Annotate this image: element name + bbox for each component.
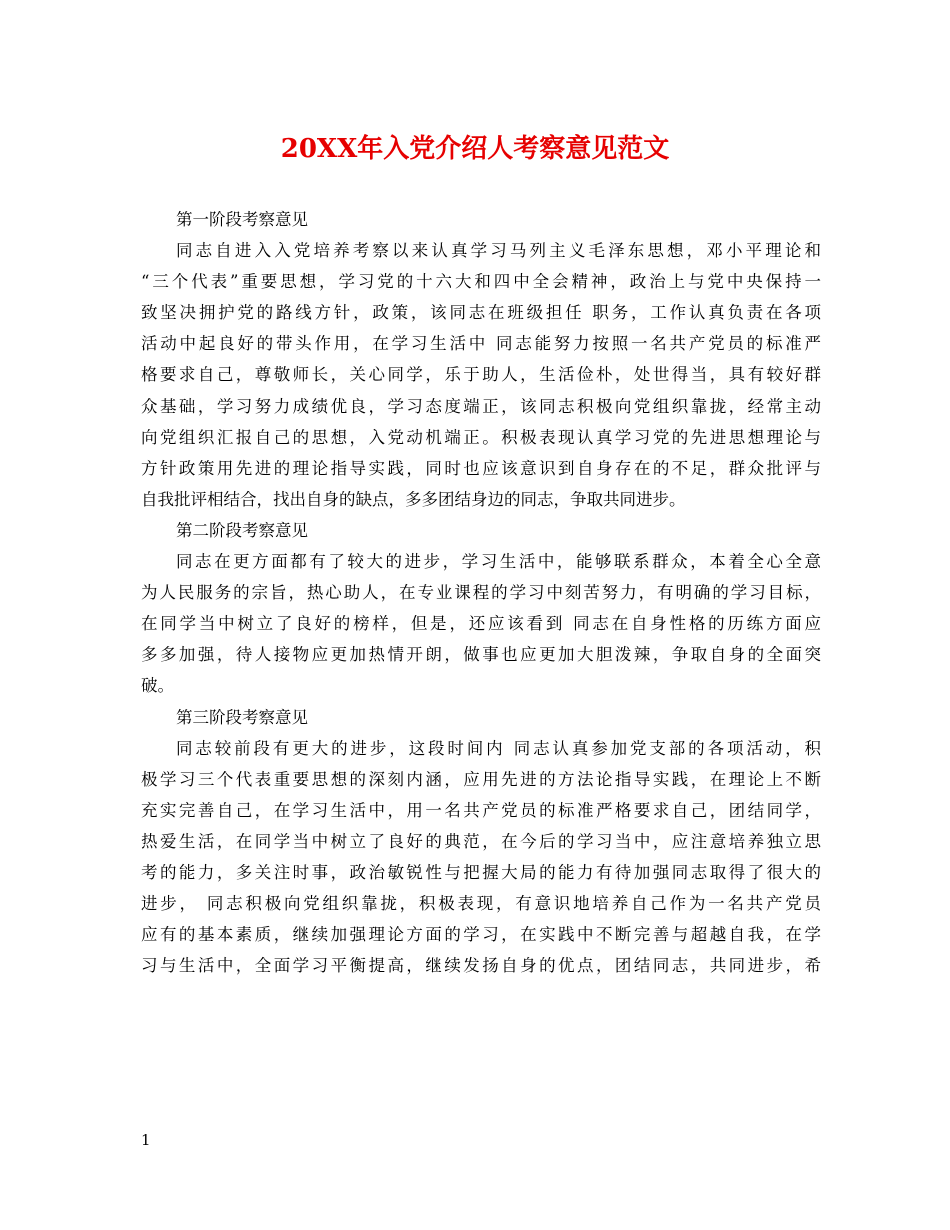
text-line: 应有的基本素质，继续加强理论方面的学习，在实践中不断完善与超越自我，在学 <box>141 925 821 945</box>
text-line: “三个代表”重要思想，学习党的十六大和四中全会精神，政治上与党中央保持一 <box>141 272 821 292</box>
text-line: 习与生活中，全面学习平衡提高，继续发扬自身的优点，团结同志，共同进步，希 <box>141 956 821 976</box>
text-line: 极学习三个代表重要思想的深刻内涵，应用先进的方法论指导实践，在理论上不断 <box>141 769 821 789</box>
text-line: 自我批评相结合，找出自身的缺点，多多团结身边的同志，争取共同进步。 <box>141 489 686 509</box>
text-line: 众基础，学习努力成绩优良，学习态度端正，该同志积极向党组织靠拢，经常主动 <box>141 396 821 416</box>
text-line: 破。 <box>141 676 174 696</box>
text-line: 活动中起良好的带头作用，在学习生活中 同志能努力按照一名共产党员的标准严 <box>141 334 821 354</box>
text-line: 第二阶段考察意见 <box>176 520 308 540</box>
text-line: 充实完善自己，在学习生活中，用一名共产党员的标准严格要求自己，团结同学， <box>141 800 821 820</box>
document-body <box>141 204 821 981</box>
text-line: 方针政策用先进的理论指导实践，同时也应该意识到自身存在的不足，群众批评与 <box>141 458 821 478</box>
text-line: 考的能力，多关注时事，政治敏锐性与把握大局的能力有待加强同志取得了很大的 <box>141 862 821 882</box>
text-line: 格要求自己，尊敬师长，关心同学，乐于助人，生活俭朴，处世得当，具有较好群 <box>141 365 821 385</box>
text-line: 第一阶段考察意见 <box>176 210 308 229</box>
text-line: 热爱生活，在同学当中树立了良好的典范，在今后的学习当中，应注意培养独立思 <box>141 831 821 851</box>
text-line: 在同学当中树立了良好的榜样，但是，还应该看到 同志在自身性格的历练方面应 <box>141 614 821 634</box>
text-line: 进步， 同志积极向党组织靠拢，积极表现，有意识地培养自己作为一名共产党员 <box>141 894 821 914</box>
text-line: 同志较前段有更大的进步，这段时间内 同志认真参加党支部的各项活动，积 <box>176 738 821 758</box>
page-title: 20XX年入党介绍人考察意见范文 <box>280 134 670 164</box>
text-line: 向党组织汇报自己的思想，入党动机端正。积极表现认真学习党的先进思想理论与 <box>141 427 821 447</box>
text-line: 多多加强，待人接物应更加热情开朗，做事也应更加大胆泼辣，争取自身的全面突 <box>141 645 821 665</box>
page-number: 1 <box>141 1131 151 1149</box>
text-line: 致坚决拥护党的路线方针，政策，该同志在班级担任 职务，工作认真负责在各项 <box>141 303 821 323</box>
text-line: 第三阶段考察意见 <box>176 707 308 727</box>
text-line: 同志在更方面都有了较大的进步，学习生活中，能够联系群众，本着全心全意 <box>176 552 821 572</box>
text-line: 为人民服务的宗旨，热心助人，在专业课程的学习中刻苦努力，有明确的学习目标， <box>141 583 821 603</box>
text-line: 同志自进入入党培养考察以来认真学习马列主义毛泽东思想，邓小平理论和 <box>176 241 821 261</box>
